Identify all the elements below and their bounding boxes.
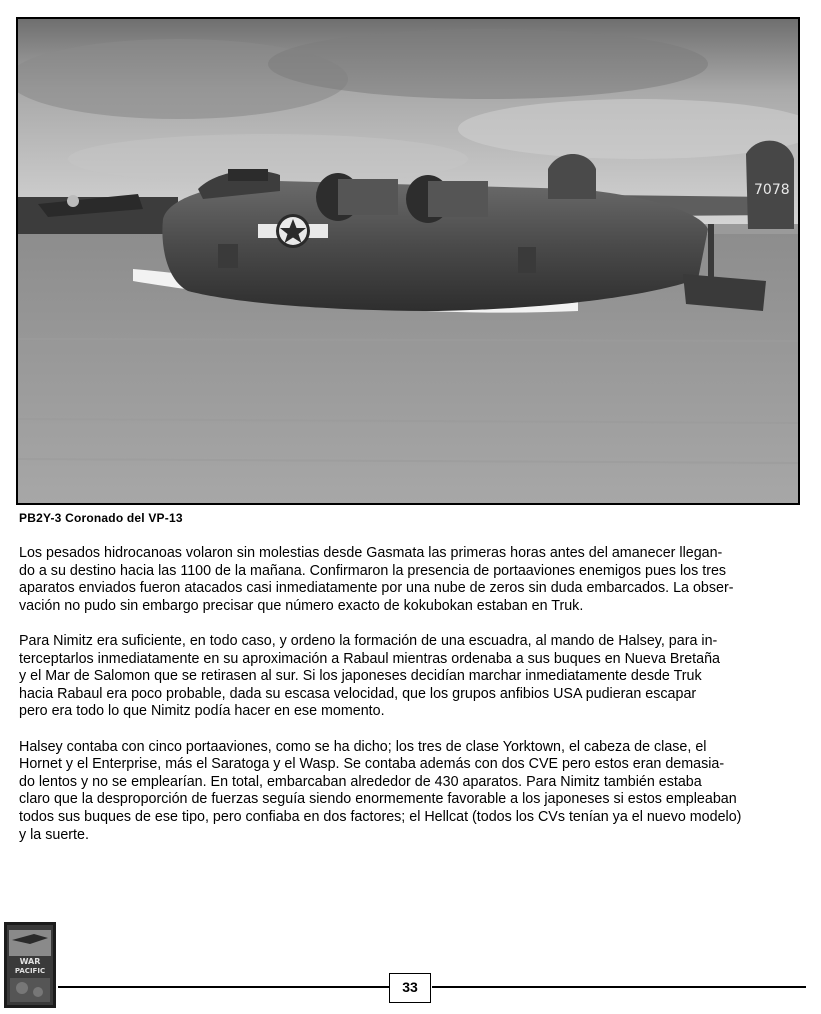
text-line: claro que la desproporción de fuerzas seguía siendo enormemente favorable a los japoneses si estos empleaban: [19, 791, 737, 808]
article-body: [19, 545, 809, 862]
text-line: y la suerte.: [19, 826, 89, 843]
box-title-line2: PACIFIC: [14, 967, 46, 975]
text-line: Para Nimitz era suficiente, en todo caso, y ordeno la formación de una escuadra, al mando de Halsey, para in-: [19, 632, 718, 649]
page-number: 33: [389, 973, 431, 1003]
text-line: Halsey contaba con cinco portaaviones, como se ha dicho; los tres de clase Yorktown, el cabeza de clase, el: [19, 738, 707, 755]
text-line: Hornet y el Enterprise, más el Saratoga y el Wasp. Se contaba además con dos CVE pero estos eran demasia-: [19, 756, 725, 773]
paragraph: [19, 633, 809, 721]
footer-rule: [432, 986, 806, 988]
text-line: terceptarlos inmediatamente en su aproximación a Rabaul mientras ordenaba a sus buques en Nueva Bretaña: [19, 650, 720, 667]
text-line: do a su destino hacia las 1100 de la mañana. Confirmaron la presencia de portaaviones enemigos pues los tres: [19, 562, 727, 579]
text-line: aparatos enviados fueron atacados casi inmediatamente por una nube de zeros sin duda embarcados. La obser-: [19, 580, 734, 597]
paragraph: [19, 739, 809, 845]
game-box-logo: [4, 922, 56, 1008]
text-line: pero era todo lo que Nimitz podía hacer en ese momento.: [19, 703, 385, 720]
text-line: todos sus buques de ese tipo, pero confiaba en dos factores; el Hellcat (todos los CVs tenían ya el nuevo modelo): [19, 808, 742, 825]
text-line: vación no pudo sin embargo precisar que número exacto de kokubokan estaban en Truk.: [19, 597, 584, 614]
text-line: hacia Rabaul era poco probable, dada su escasa velocidad, que los grupos anfibios USA pudieran escapar: [19, 685, 697, 702]
flying-boat-photo: [16, 17, 800, 505]
text-line: do lentos y no se emplearían. En total, embarcaban alrededor de 430 aparatos. Para Nimitz también estaba: [19, 773, 702, 790]
text-line: y el Mar de Salomon que se retirasen al sur. Si los japoneses decidían marchar inmediatamente desde Truk: [19, 668, 702, 685]
box-title-line1: WAR: [19, 957, 41, 966]
figure-caption: PB2Y-3 Coronado del VP-13: [19, 511, 183, 525]
paragraph: [19, 545, 809, 615]
text-line: Los pesados hidrocanoas volaron sin molestias desde Gasmata las primeras horas antes del amanecer llegan-: [19, 545, 723, 561]
tail-number: 7078: [754, 182, 790, 198]
footer-rule: [58, 986, 390, 988]
